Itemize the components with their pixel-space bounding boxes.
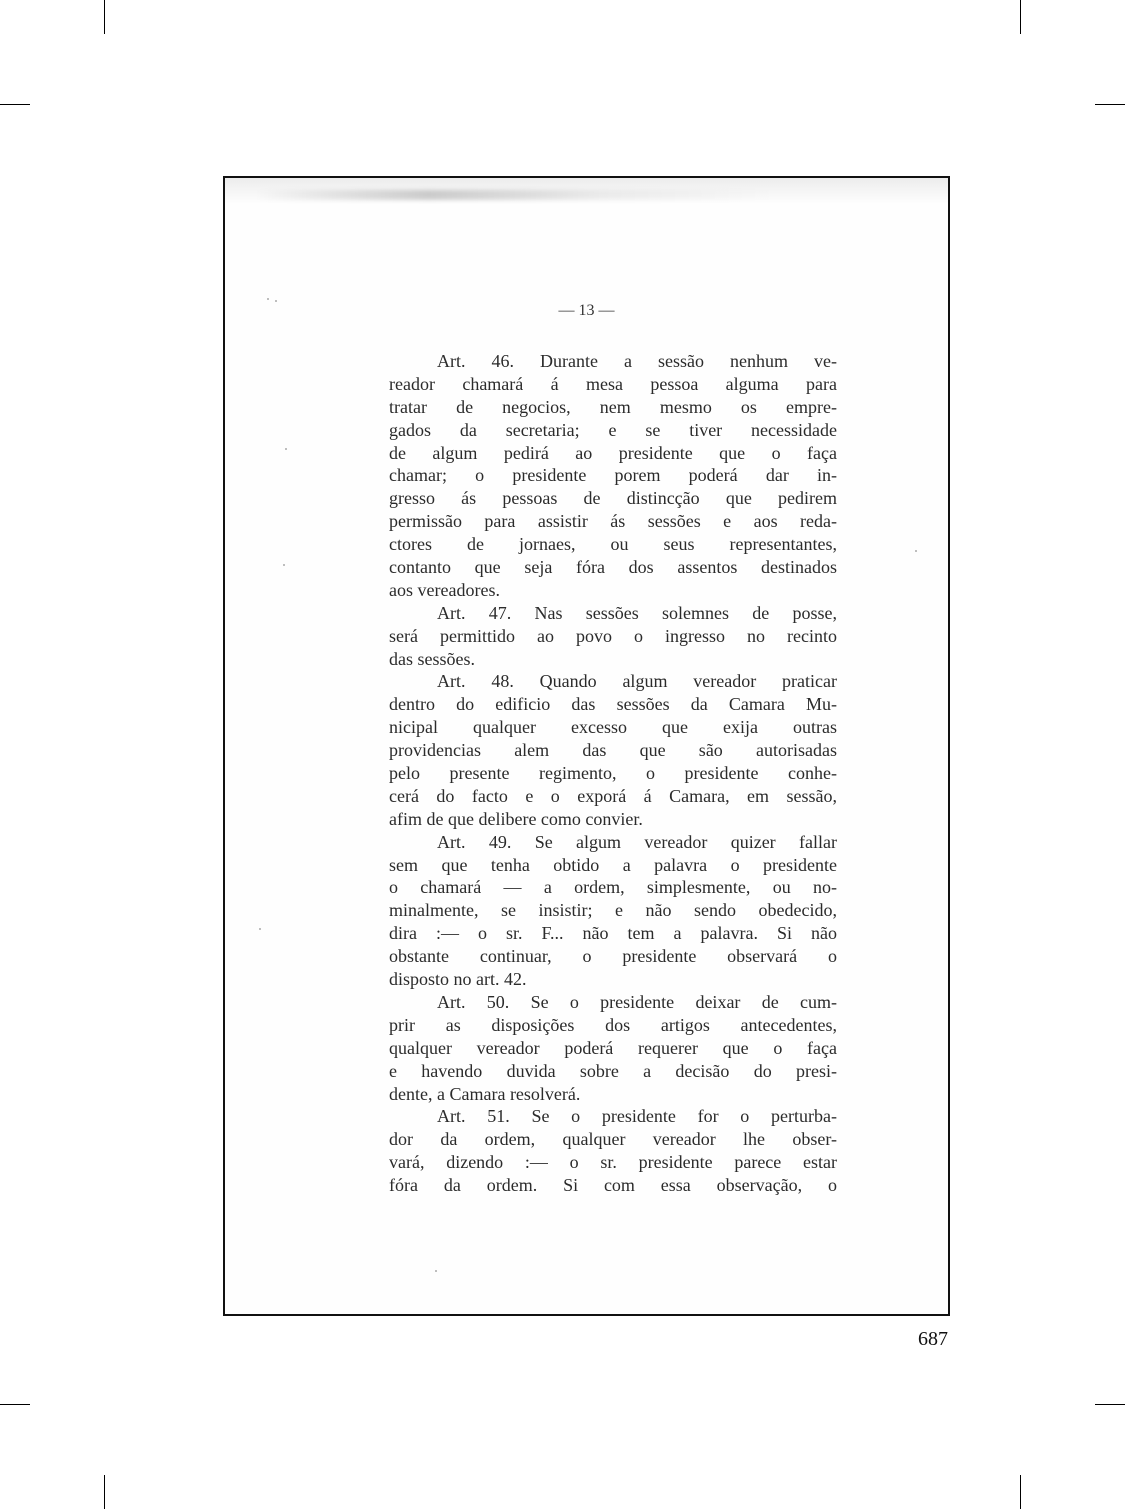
scan-speck bbox=[915, 550, 917, 552]
crop-mark bbox=[104, 1475, 105, 1509]
text-line: gresso ás pessoas de distincção que pedirem bbox=[389, 488, 837, 509]
text-line: gados da secretaria; e se tiver necessidade bbox=[389, 419, 837, 440]
text-line: será permittido ao povo o ingresso no recinto bbox=[389, 625, 837, 646]
scan-speck bbox=[435, 1270, 437, 1272]
text-line: contanto que seja fóra dos assentos destinados bbox=[389, 557, 837, 578]
text-line: disposto no art. 42. bbox=[389, 969, 527, 990]
scanned-page-frame bbox=[223, 176, 950, 1316]
scan-speck bbox=[267, 298, 269, 300]
text-line: Art. 49. Se algum vereador quizer fallar bbox=[437, 831, 837, 852]
crop-mark bbox=[0, 104, 30, 105]
text-line: sem que tenha obtido a palavra o presidente bbox=[389, 854, 837, 875]
crop-mark bbox=[1095, 104, 1125, 105]
body-text bbox=[389, 350, 837, 1197]
crop-mark bbox=[104, 0, 105, 34]
scan-speck bbox=[259, 928, 261, 930]
text-line: reador chamará á mesa pessoa alguma para bbox=[389, 373, 837, 394]
text-line: tratar de negocios, nem mesmo os empre- bbox=[389, 396, 837, 417]
text-line: o chamará — a ordem, simplesmente, ou no- bbox=[389, 877, 837, 898]
text-line: Art. 48. Quando algum vereador praticar bbox=[437, 671, 837, 692]
text-line: obstante continuar, o presidente observará o bbox=[389, 946, 837, 967]
text-line: pelo presente regimento, o presidente conhe- bbox=[389, 763, 837, 784]
text-line: dor da ordem, qualquer vereador lhe obser- bbox=[389, 1129, 837, 1150]
crop-mark bbox=[1020, 1475, 1021, 1509]
text-line: afim de que delibere como convier. bbox=[389, 808, 643, 829]
page-header: — 13 — bbox=[558, 302, 615, 319]
text-line: das sessões. bbox=[389, 648, 475, 669]
text-line: nicipal qualquer excesso que exija outras bbox=[389, 717, 837, 738]
text-line: Art. 46. Durante a sessão nenhum ve- bbox=[437, 351, 837, 371]
text-line: Art. 50. Se o presidente deixar de cum- bbox=[437, 991, 837, 1012]
text-line: e havendo duvida sobre a decisão do presi- bbox=[389, 1060, 837, 1081]
text-line: vará, dizendo :— o sr. presidente parece estar bbox=[389, 1152, 837, 1173]
text-line: providencias alem das que são autorisadas bbox=[389, 740, 837, 761]
text-line: Art. 51. Se o presidente for o perturba- bbox=[437, 1106, 837, 1127]
text-line: fóra da ordem. Si com essa observação, o bbox=[389, 1175, 837, 1196]
text-line: qualquer vereador poderá requerer que o faça bbox=[389, 1037, 837, 1058]
text-line: chamar; o presidente porem poderá dar in- bbox=[389, 465, 837, 486]
text-line: minalmente, se insistir; e não sendo obedecido, bbox=[389, 900, 837, 921]
text-line: permissão para assistir ás sessões e aos reda- bbox=[389, 511, 837, 532]
text-line: dentro do edificio das sessões da Camara Mu- bbox=[389, 694, 837, 715]
text-line: Art. 47. Nas sessões solemnes de posse, bbox=[437, 602, 837, 623]
scan-smudge bbox=[255, 190, 775, 200]
text-line: dira :— o sr. F... não tem a palavra. Si não bbox=[389, 923, 837, 944]
crop-mark bbox=[0, 1404, 30, 1405]
text-line: cerá do facto e o exporá á Camara, em sessão, bbox=[389, 785, 837, 806]
text-line: prir as disposições dos artigos antecedentes, bbox=[389, 1014, 837, 1035]
scan-speck bbox=[283, 564, 285, 566]
crop-mark bbox=[1095, 1404, 1125, 1405]
crop-mark bbox=[1020, 0, 1021, 34]
page-number: 687 bbox=[918, 1328, 948, 1350]
text-line: ctores de jornaes, ou seus representantes, bbox=[389, 534, 837, 555]
scan-speck bbox=[285, 448, 287, 450]
text-line: de algum pedirá ao presidente que o faça bbox=[389, 442, 837, 463]
text-line: aos vereadores. bbox=[389, 579, 500, 600]
text-line: dente, a Camara resolverá. bbox=[389, 1083, 581, 1104]
